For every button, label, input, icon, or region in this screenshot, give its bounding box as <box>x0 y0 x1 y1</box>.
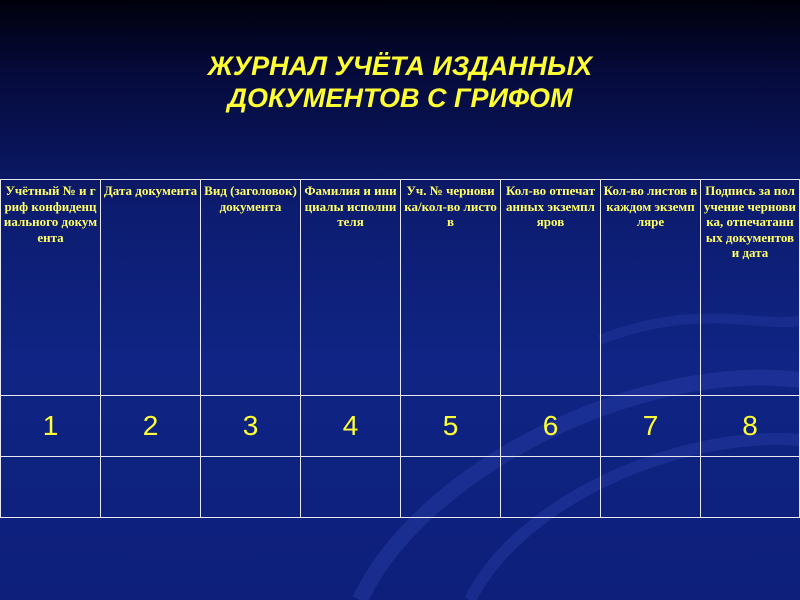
table-header-cell: Кол-во листов в каждом экземпляре <box>601 180 701 396</box>
page-title-line-2: ДОКУМЕНТОВ С ГРИФОМ <box>227 83 573 113</box>
column-number-cell: 7 <box>601 396 701 457</box>
empty-cell <box>501 457 601 518</box>
column-number-cell: 6 <box>501 396 601 457</box>
table-header-cell: Подпись за получение черновика, отпечатанных документов и дата <box>701 180 800 396</box>
empty-cell <box>401 457 501 518</box>
table-empty-row <box>1 457 800 518</box>
table-header-row <box>1 180 800 396</box>
empty-cell <box>101 457 201 518</box>
empty-cell <box>701 457 800 518</box>
table-header-cell: Вид (заголовок) документа <box>201 180 301 396</box>
column-number-cell: 5 <box>401 396 501 457</box>
empty-cell <box>1 457 101 518</box>
table-number-row <box>1 396 800 457</box>
empty-cell <box>601 457 701 518</box>
page-title <box>0 50 800 114</box>
column-number-cell: 8 <box>701 396 800 457</box>
empty-cell <box>301 457 401 518</box>
table-header-cell: Уч. № черновика/кол-во листов <box>401 180 501 396</box>
column-number-cell: 3 <box>201 396 301 457</box>
page-title-line-1: ЖУРНАЛ УЧЁТА ИЗДАННЫХ <box>207 51 593 81</box>
empty-cell <box>201 457 301 518</box>
column-number-cell: 4 <box>301 396 401 457</box>
table-header-cell: Учётный № и гриф конфиденциального документа <box>1 180 101 396</box>
column-number-cell: 1 <box>1 396 101 457</box>
journal-table <box>0 179 800 518</box>
table-header-cell: Фамилия и инициалы исполнителя <box>301 180 401 396</box>
table-header-cell: Дата документа <box>101 180 201 396</box>
column-number-cell: 2 <box>101 396 201 457</box>
table-header-cell: Кол-во отпечатанных экземпляров <box>501 180 601 396</box>
